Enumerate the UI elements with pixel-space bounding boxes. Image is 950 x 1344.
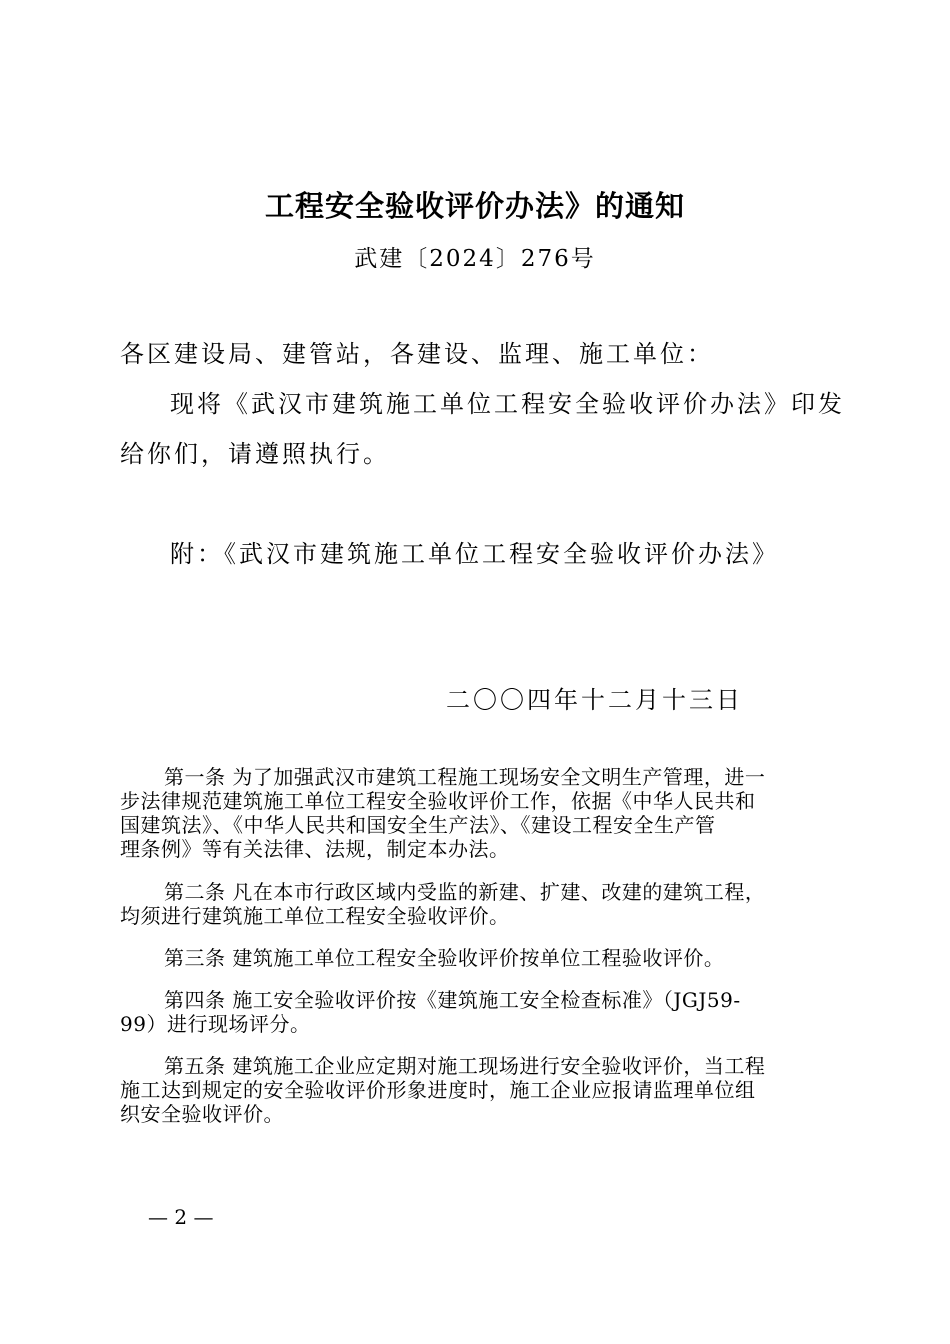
- article-5: [120, 1054, 826, 1126]
- article-line: 第一条 为了加强武汉市建筑工程施工现场安全文明生产管理，进一: [164, 765, 766, 789]
- article-2: [120, 880, 826, 928]
- article-line: 织安全验收评价。: [120, 1102, 284, 1126]
- article-4: [120, 988, 826, 1036]
- article-line: 第五条 建筑施工企业应定期对施工现场进行安全验收评价，当工程: [164, 1054, 766, 1078]
- attachment-line: 附：《武汉市建筑施工单位工程安全验收评价办法》: [170, 540, 779, 568]
- notice-title: 工程安全验收评价办法》的通知: [264, 189, 685, 223]
- article-line: 99）进行现场评分。: [120, 1012, 311, 1036]
- body-paragraph-line-2: 给你们，请遵照执行。: [120, 440, 390, 468]
- article-line: 国建筑法》、《中华人民共和国安全生产法》、《建设工程安全生产管: [120, 813, 716, 837]
- article-line: 施工达到规定的安全验收评价形象进度时，施工企业应报请监理单位组: [120, 1078, 756, 1102]
- article-line: 均须进行建筑施工单位工程安全验收评价。: [120, 904, 510, 928]
- article-line: 第二条 凡在本市行政区域内受监的新建、扩建、改建的建筑工程，: [164, 880, 766, 904]
- article-3: [120, 946, 826, 970]
- article-line: 第三条 建筑施工单位工程安全验收评价按单位工程验收评价。: [164, 946, 725, 970]
- article-line: 理条例》等有关法律、法规，制定本办法。: [120, 837, 510, 861]
- document-number: 武建〔2024〕276号: [354, 246, 596, 272]
- body-paragraph-line-1: 现将《武汉市建筑施工单位工程安全验收评价办法》印发: [170, 390, 845, 418]
- page-number: — 2 —: [148, 1205, 214, 1229]
- article-line: 第四条 施工安全验收评价按《建筑施工安全检查标准》（JGJ59-: [164, 988, 741, 1012]
- issue-date: 二〇〇四年十二月十三日: [446, 686, 743, 714]
- article-line: 步法律规范建筑施工单位工程安全验收评价工作，依据《中华人民共和: [120, 789, 756, 813]
- article-1: [120, 765, 826, 861]
- addressee-line: 各区建设局、建管站，各建设、监理、施工单位：: [120, 340, 714, 368]
